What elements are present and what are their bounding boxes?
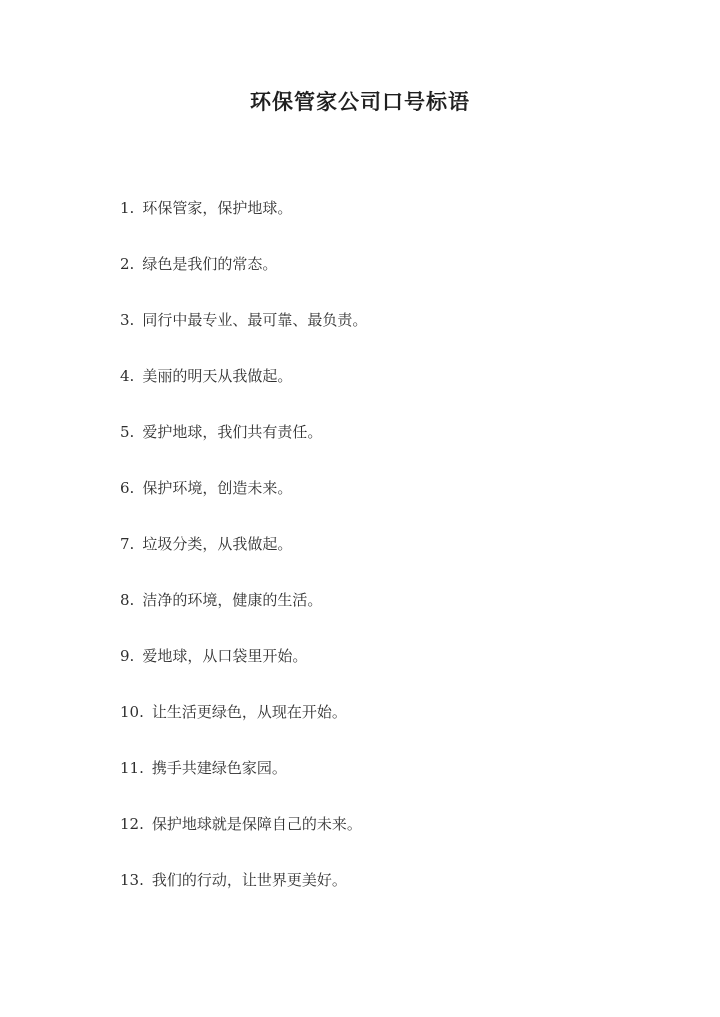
list-item: [120, 588, 367, 644]
list-item: [120, 252, 367, 308]
slogan-text: 垃圾分类，从我做起。: [142, 535, 293, 553]
slogan-number: 8.: [120, 591, 135, 609]
list-item: [120, 308, 367, 364]
slogan-text: 携手共建绿色家园。: [151, 759, 287, 777]
slogan-number: 1.: [120, 199, 135, 217]
slogan-text: 同行中最专业、最可靠、最负责。: [142, 311, 368, 329]
slogan-number: 2.: [120, 255, 135, 273]
page-title: 环保管家公司口号标语: [250, 89, 470, 114]
list-item: [120, 700, 367, 756]
slogan-number: 12.: [120, 815, 144, 833]
list-item: [120, 644, 367, 700]
slogan-text: 绿色是我们的常态。: [142, 255, 278, 273]
slogan-text: 爱护地球，我们共有责任。: [142, 423, 323, 441]
slogan-text: 保护环境，创造未来。: [142, 479, 293, 497]
list-item: [120, 196, 367, 252]
slogan-text: 环保管家，保护地球。: [142, 199, 293, 217]
slogan-number: 10.: [120, 703, 144, 721]
slogan-number: 6.: [120, 479, 135, 497]
slogan-number: 9.: [120, 647, 135, 665]
slogan-number: 13.: [120, 871, 144, 889]
slogan-text: 让生活更绿色，从现在开始。: [151, 703, 347, 721]
slogan-text: 我们的行动，让世界更美好。: [151, 871, 347, 889]
slogan-number: 7.: [120, 535, 135, 553]
slogan-text: 爱地球，从口袋里开始。: [142, 647, 308, 665]
slogan-number: 11.: [120, 759, 144, 777]
slogan-text: 美丽的明天从我做起。: [142, 367, 293, 385]
slogan-text: 保护地球就是保障自己的未来。: [151, 815, 362, 833]
slogan-number: 4.: [120, 367, 135, 385]
list-item: [120, 756, 367, 812]
list-item: [120, 476, 367, 532]
list-item: [120, 868, 367, 924]
slogan-list: [120, 196, 367, 924]
slogan-number: 3.: [120, 311, 135, 329]
list-item: [120, 532, 367, 588]
list-item: [120, 364, 367, 420]
slogan-text: 洁净的环境，健康的生活。: [142, 591, 323, 609]
list-item: [120, 420, 367, 476]
list-item: [120, 812, 367, 868]
slogan-number: 5.: [120, 423, 135, 441]
